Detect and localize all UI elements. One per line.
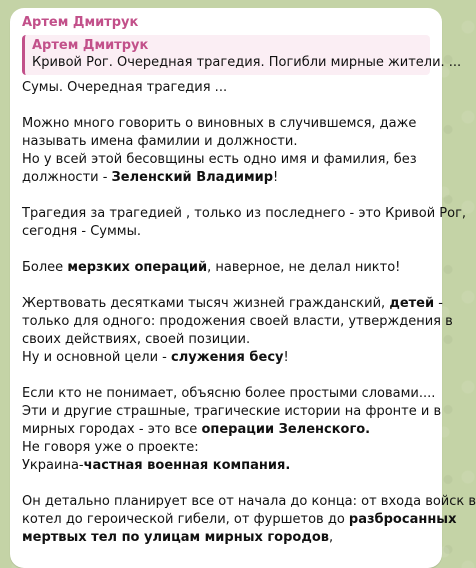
message-bubble[interactable] (10, 8, 476, 568)
message-line (22, 151, 430, 169)
text-segment: называть имена фамилии и должности. (22, 134, 298, 149)
bold-text: Зеленский Владимир (111, 170, 274, 185)
text-segment: Он детально планирует все от начала до конца: от входа войск в (22, 494, 476, 509)
bold-text: операции Зеленского. (201, 422, 371, 437)
text-segment: Жертвовать десятками тысяч жизней гражданский, (22, 296, 390, 311)
reply-author: Артем Дмитрук (32, 38, 149, 53)
message-line (22, 223, 430, 241)
message-paragraph (22, 385, 442, 475)
message-line (22, 133, 430, 151)
message-line (22, 511, 457, 529)
message-line (22, 169, 430, 187)
bold-text: мерзких операций (67, 260, 208, 275)
text-segment: мирных городах - это все (22, 422, 202, 437)
text-segment: Эти и другие страшные, трагические истории на фронте и в (22, 404, 442, 419)
message-line (22, 205, 467, 223)
bold-text: детей (389, 296, 435, 311)
message-line (22, 529, 430, 547)
text-segment: ! (273, 170, 279, 185)
text-segment: только для одного: продожения своей власти, утверждения в (22, 314, 453, 329)
text-segment: ! (283, 350, 289, 365)
reply-text: Кривой Рог. Очередная трагедия. Погибли мирные жители. ... (32, 55, 462, 70)
text-segment: Но у всей этой бесовщины есть одно имя и фамилия, без (22, 152, 417, 167)
text-segment: Сумы. Очередная трагедия ... (22, 80, 228, 95)
message-line (22, 439, 430, 457)
text-segment: Трагедия за трагедией , только из последнего - это Кривой Рог, (22, 206, 467, 221)
message-line (22, 457, 430, 475)
text-segment: Можно много говорить о виновных в случившемся, даже (22, 116, 417, 131)
message-paragraph (22, 79, 430, 97)
sender-name[interactable]: Артем Дмитрук (22, 15, 139, 30)
text-segment: должности - (22, 170, 112, 185)
message-line (22, 331, 430, 349)
bold-text: частная военная компания. (83, 458, 291, 473)
text-segment: Не говоря уже о проекте: (22, 440, 199, 455)
message-line (22, 349, 430, 367)
text-segment: сегодня - Суммы. (22, 224, 141, 239)
text-segment: своих действиях, своей позиции. (22, 332, 251, 347)
message-paragraph (22, 259, 430, 277)
message-line (22, 295, 443, 313)
bold-text: разбросанных (348, 512, 457, 527)
message-line (22, 403, 442, 421)
text-segment: котел до героической гибели, от фуршетов до (22, 512, 349, 527)
message-paragraph (22, 493, 476, 547)
message-line (22, 115, 430, 133)
text-segment: Если кто не понимает, объясню более простыми словами.... (22, 386, 436, 401)
text-segment: - (434, 296, 443, 311)
message-paragraph (22, 115, 430, 187)
message-line (22, 421, 430, 439)
reply-quote[interactable] (22, 35, 462, 75)
message-line (22, 385, 436, 403)
message-line (22, 79, 430, 97)
text-segment: , (329, 530, 334, 545)
message-line (22, 259, 430, 277)
message-line (22, 493, 476, 511)
bold-text: служения бесу (171, 350, 284, 365)
message-line (22, 313, 453, 331)
bold-text: мертвых тел по улицам мирных городов (22, 530, 329, 545)
text-segment: Более (22, 260, 68, 275)
message-paragraph (22, 295, 453, 367)
text-segment: Украина- (22, 458, 84, 473)
message-paragraph (22, 205, 467, 241)
text-segment: Ну и основной цели - (22, 350, 171, 365)
text-segment: , наверное, не делал никто! (207, 260, 401, 275)
message-text (22, 79, 476, 547)
